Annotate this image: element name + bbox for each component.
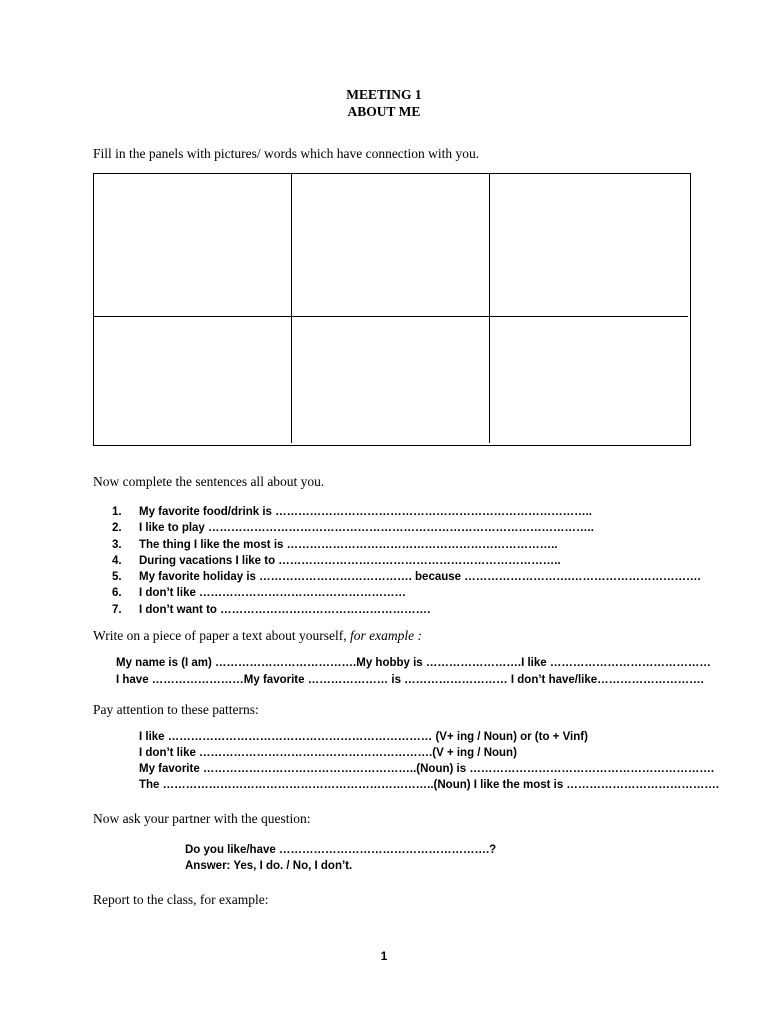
answer-line: Answer: Yes, I do. / No, I don’t. [185, 860, 353, 872]
panels-grid [93, 173, 691, 446]
instruction-ask: Now ask your partner with the question: [93, 811, 311, 826]
panel-2[interactable] [292, 174, 490, 317]
list-item: 3. The thing I like the most is …………………………………………………………….. [112, 538, 558, 551]
list-item: 7. I don’t want to ………………………………………………. [112, 603, 431, 616]
list-item: 5. My favorite holiday is …………………………………. because ……………………….……………………………. [112, 571, 701, 584]
sentence-list [112, 504, 701, 618]
panel-6[interactable] [490, 317, 688, 443]
list-item: 1. My favorite food/drink is ……………………………………………………………………….. [112, 506, 592, 518]
page-title: MEETING 1 [346, 87, 422, 102]
pattern-line-1: I like …………………………………………………………… (V+ ing / Noun) or (to + Vinf) [139, 731, 588, 743]
list-item: 4. During vacations I like to ……………………………………………………………….. [112, 554, 561, 567]
example-hint: for example : [349, 628, 422, 643]
list-item: 2. I like to play ……………………………………………………………………………………….. [112, 522, 594, 535]
question-line: Do you like/have ……………………………………………….? [185, 844, 497, 856]
pattern-line-3: My favorite ………………………………………………..(Noun) is ………………………………………………………. [139, 763, 715, 775]
example-line-1: My name is (I am) ……………………………….My hobby is …………………….I like …………………………………… [116, 657, 711, 669]
list-item: 6. I don’t like ……………………………………………… [112, 587, 407, 600]
instruction-report: Report to the class, for example: [93, 892, 269, 907]
pattern-line-2: I don’t like …………………………………………………….(V + ing / Noun) [139, 747, 517, 759]
instruction-patterns: Pay attention to these patterns: [93, 702, 259, 717]
page-number: 1 [380, 949, 388, 963]
panel-5[interactable] [292, 317, 490, 443]
instruction-panels: Fill in the panels with pictures/ words which have connection with you. [93, 146, 480, 161]
panel-4[interactable] [94, 317, 292, 443]
pattern-line-4: The ……………………………………………………………..(Noun) I like the most is …………………………………. [139, 779, 720, 791]
panel-1[interactable] [94, 174, 292, 317]
page-subtitle: ABOUT ME [347, 104, 421, 119]
example-line-2: I have ……………………My favorite ………………… is ……………………… I don’t have/like………………………. [116, 674, 704, 686]
panel-3[interactable] [490, 174, 688, 317]
instruction-sentences: Now complete the sentences all about you. [93, 474, 325, 489]
instruction-write: Write on a piece of paper a text about yourself, for example : [93, 628, 422, 643]
